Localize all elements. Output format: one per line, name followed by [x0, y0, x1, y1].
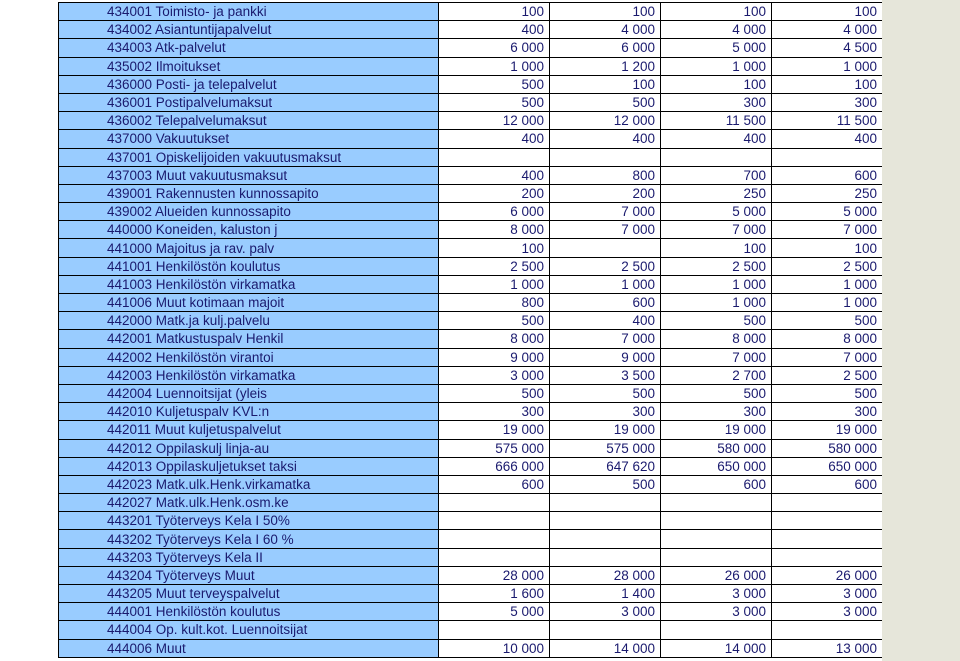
value-cell-col-2[interactable]: 1 200: [550, 57, 661, 75]
value-cell-col-2[interactable]: 2 500: [550, 257, 661, 275]
value-cell-col-2[interactable]: [550, 621, 661, 639]
table-row: [59, 512, 883, 530]
value-cell-col-3[interactable]: 5 000: [661, 39, 772, 57]
left-margin: [0, 0, 58, 661]
value-cell-col-2[interactable]: 9 000: [550, 348, 661, 366]
account-label-cell[interactable]: 441001 Henkilöstön koulutus: [59, 257, 439, 275]
value-cell-col-4[interactable]: 1 000: [772, 275, 883, 293]
value-cell-col-3[interactable]: 100: [661, 75, 772, 93]
table-row: [59, 166, 883, 184]
value-cell-col-4[interactable]: 8 000: [772, 330, 883, 348]
value-cell-col-1[interactable]: 500: [439, 93, 550, 111]
account-label-cell[interactable]: 441003 Henkilöstön virkamatka: [59, 275, 439, 293]
value-cell-col-4[interactable]: 400: [772, 130, 883, 148]
account-label-cell[interactable]: 442002 Henkilöstön virantoi: [59, 348, 439, 366]
value-cell-col-1[interactable]: 8 000: [439, 221, 550, 239]
account-label-cell[interactable]: 442001 Matkustuspalv Henkil: [59, 330, 439, 348]
value-cell-col-4[interactable]: [772, 148, 883, 166]
value-cell-col-3[interactable]: 300: [661, 403, 772, 421]
value-cell-col-1[interactable]: 5 000: [439, 603, 550, 621]
value-cell-col-2[interactable]: 28 000: [550, 566, 661, 584]
value-cell-col-3[interactable]: 580 000: [661, 439, 772, 457]
account-label-cell[interactable]: 434003 Atk-palvelut: [59, 39, 439, 57]
value-cell-col-2[interactable]: 1 400: [550, 585, 661, 603]
account-label-cell[interactable]: 437000 Vakuutukset: [59, 130, 439, 148]
value-cell-col-2[interactable]: 7 000: [550, 221, 661, 239]
value-cell-col-3[interactable]: 11 500: [661, 112, 772, 130]
account-label-cell[interactable]: 442004 Luennoitsijat (yleis: [59, 384, 439, 402]
value-cell-col-1[interactable]: 100: [439, 239, 550, 257]
table-row: [59, 439, 883, 457]
table-row: [59, 566, 883, 584]
value-cell-col-1[interactable]: 9 000: [439, 348, 550, 366]
value-cell-col-3[interactable]: [661, 530, 772, 548]
table-row: [59, 21, 883, 39]
value-cell-col-1[interactable]: 10 000: [439, 639, 550, 657]
value-cell-col-4[interactable]: 650 000: [772, 457, 883, 475]
value-cell-col-1[interactable]: 666 000: [439, 457, 550, 475]
table-row: [59, 548, 883, 566]
value-cell-col-4[interactable]: [772, 494, 883, 512]
value-cell-col-3[interactable]: 3 000: [661, 585, 772, 603]
value-cell-col-3[interactable]: 4 000: [661, 21, 772, 39]
value-cell-col-2[interactable]: 300: [550, 403, 661, 421]
value-cell-col-2[interactable]: [550, 512, 661, 530]
value-cell-col-3[interactable]: 650 000: [661, 457, 772, 475]
value-cell-col-2[interactable]: 800: [550, 166, 661, 184]
value-cell-col-1[interactable]: 575 000: [439, 439, 550, 457]
value-cell-col-3[interactable]: 26 000: [661, 566, 772, 584]
value-cell-col-1[interactable]: [439, 512, 550, 530]
value-cell-col-3[interactable]: 400: [661, 130, 772, 148]
value-cell-col-3[interactable]: 250: [661, 184, 772, 202]
value-cell-col-4[interactable]: [772, 548, 883, 566]
account-label-cell[interactable]: 434001 Toimisto- ja pankki: [59, 3, 439, 21]
value-cell-col-1[interactable]: [439, 548, 550, 566]
value-cell-col-1[interactable]: 12 000: [439, 112, 550, 130]
value-cell-col-4[interactable]: 4 500: [772, 39, 883, 57]
table-row: [59, 239, 883, 257]
value-cell-col-4[interactable]: 3 000: [772, 603, 883, 621]
value-cell-col-1[interactable]: 100: [439, 3, 550, 21]
value-cell-col-2[interactable]: 3 500: [550, 366, 661, 384]
value-cell-col-1[interactable]: [439, 494, 550, 512]
table-row: [59, 93, 883, 111]
account-label-cell[interactable]: 442011 Muut kuljetuspalvelut: [59, 421, 439, 439]
value-cell-col-1[interactable]: [439, 621, 550, 639]
table-row: [59, 57, 883, 75]
value-cell-col-1[interactable]: 400: [439, 130, 550, 148]
value-cell-col-2[interactable]: 500: [550, 384, 661, 402]
value-cell-col-2[interactable]: [550, 494, 661, 512]
value-cell-col-2[interactable]: [550, 548, 661, 566]
value-cell-col-1[interactable]: 300: [439, 403, 550, 421]
value-cell-col-3[interactable]: 7 000: [661, 348, 772, 366]
value-cell-col-3[interactable]: 1 000: [661, 57, 772, 75]
table-row: [59, 348, 883, 366]
table-row: [59, 257, 883, 275]
value-cell-col-2[interactable]: 200: [550, 184, 661, 202]
value-cell-col-4[interactable]: 100: [772, 75, 883, 93]
table-row: [59, 294, 883, 312]
account-label-cell[interactable]: 443204 Työterveys Muut: [59, 566, 439, 584]
account-label-cell[interactable]: 440000 Koneiden, kaluston j: [59, 221, 439, 239]
value-cell-col-2[interactable]: 19 000: [550, 421, 661, 439]
value-cell-col-2[interactable]: 14 000: [550, 639, 661, 657]
value-cell-col-2[interactable]: 1 000: [550, 275, 661, 293]
value-cell-col-2[interactable]: 500: [550, 93, 661, 111]
account-label-cell[interactable]: 441000 Majoitus ja rav. palv: [59, 239, 439, 257]
value-cell-col-4[interactable]: 19 000: [772, 421, 883, 439]
table-row: [59, 39, 883, 57]
account-label-cell[interactable]: 444004 Op. kult.kot. Luennoitsijat: [59, 621, 439, 639]
table-row: [59, 475, 883, 493]
table-row: [59, 203, 883, 221]
table-row: [59, 603, 883, 621]
table-row: [59, 221, 883, 239]
value-cell-col-2[interactable]: 500: [550, 475, 661, 493]
table-row: [59, 421, 883, 439]
value-cell-col-1[interactable]: 6 000: [439, 203, 550, 221]
table-row: [59, 585, 883, 603]
table-row: [59, 75, 883, 93]
account-label-cell[interactable]: 441006 Muut kotimaan majoit: [59, 294, 439, 312]
value-cell-col-2[interactable]: [550, 239, 661, 257]
value-cell-col-3[interactable]: 2 700: [661, 366, 772, 384]
value-cell-col-2[interactable]: 647 620: [550, 457, 661, 475]
table-row: [59, 457, 883, 475]
value-cell-col-3[interactable]: 8 000: [661, 330, 772, 348]
account-label-cell[interactable]: 442027 Matk.ulk.Henk.osm.ke: [59, 494, 439, 512]
value-cell-col-2[interactable]: [550, 148, 661, 166]
account-label-cell[interactable]: 443205 Muut terveyspalvelut: [59, 585, 439, 603]
value-cell-col-4[interactable]: 2 500: [772, 257, 883, 275]
account-label-cell[interactable]: 439002 Alueiden kunnossapito: [59, 203, 439, 221]
value-cell-col-1[interactable]: 600: [439, 475, 550, 493]
budget-table: [58, 2, 883, 658]
value-cell-col-3[interactable]: 1 000: [661, 275, 772, 293]
account-label-cell[interactable]: 439001 Rakennusten kunnossapito: [59, 184, 439, 202]
value-cell-col-1[interactable]: [439, 148, 550, 166]
value-cell-col-3[interactable]: 1 000: [661, 294, 772, 312]
value-cell-col-1[interactable]: 19 000: [439, 421, 550, 439]
table-row: [59, 312, 883, 330]
value-cell-col-2[interactable]: 100: [550, 75, 661, 93]
value-cell-col-3[interactable]: 100: [661, 3, 772, 21]
value-cell-col-4[interactable]: 5 000: [772, 203, 883, 221]
value-cell-col-2[interactable]: 3 000: [550, 603, 661, 621]
account-label-cell[interactable]: 443201 Työterveys Kela I 50%: [59, 512, 439, 530]
value-cell-col-3[interactable]: [661, 494, 772, 512]
account-label-cell[interactable]: 435002 Ilmoitukset: [59, 57, 439, 75]
table-row: [59, 130, 883, 148]
value-cell-col-4[interactable]: [772, 530, 883, 548]
value-cell-col-3[interactable]: [661, 512, 772, 530]
value-cell-col-1[interactable]: 500: [439, 75, 550, 93]
value-cell-col-1[interactable]: 28 000: [439, 566, 550, 584]
value-cell-col-4[interactable]: 11 500: [772, 112, 883, 130]
value-cell-col-2[interactable]: 12 000: [550, 112, 661, 130]
table-row: [59, 366, 883, 384]
value-cell-col-1[interactable]: 400: [439, 166, 550, 184]
value-cell-col-4[interactable]: 300: [772, 93, 883, 111]
table-row: [59, 184, 883, 202]
value-cell-col-4[interactable]: 1 000: [772, 57, 883, 75]
table-row: [59, 621, 883, 639]
account-label-cell[interactable]: 443202 Työterveys Kela I 60 %: [59, 530, 439, 548]
value-cell-col-4[interactable]: 4 000: [772, 21, 883, 39]
value-cell-col-4[interactable]: 600: [772, 475, 883, 493]
account-label-cell[interactable]: 437003 Muut vakuutusmaksut: [59, 166, 439, 184]
value-cell-col-2[interactable]: 7 000: [550, 330, 661, 348]
table-row: [59, 384, 883, 402]
value-cell-col-1[interactable]: 8 000: [439, 330, 550, 348]
value-cell-col-1[interactable]: 500: [439, 312, 550, 330]
value-cell-col-2[interactable]: [550, 530, 661, 548]
value-cell-col-4[interactable]: 250: [772, 184, 883, 202]
value-cell-col-1[interactable]: 500: [439, 384, 550, 402]
value-cell-col-3[interactable]: 100: [661, 239, 772, 257]
value-cell-col-3[interactable]: 500: [661, 384, 772, 402]
value-cell-col-1[interactable]: 1 000: [439, 57, 550, 75]
value-cell-col-4[interactable]: 7 000: [772, 348, 883, 366]
value-cell-col-1[interactable]: 2 500: [439, 257, 550, 275]
table-row: [59, 403, 883, 421]
value-cell-col-2[interactable]: 4 000: [550, 21, 661, 39]
value-cell-col-3[interactable]: [661, 621, 772, 639]
value-cell-col-2[interactable]: 7 000: [550, 203, 661, 221]
table-row: [59, 330, 883, 348]
value-cell-col-3[interactable]: 19 000: [661, 421, 772, 439]
value-cell-col-4[interactable]: 26 000: [772, 566, 883, 584]
account-label-cell[interactable]: 436000 Posti- ja telepalvelut: [59, 75, 439, 93]
account-label-cell[interactable]: 443203 Työterveys Kela II: [59, 548, 439, 566]
value-cell-col-2[interactable]: 400: [550, 312, 661, 330]
value-cell-col-4[interactable]: 13 000: [772, 639, 883, 657]
value-cell-col-3[interactable]: 500: [661, 312, 772, 330]
value-cell-col-2[interactable]: 400: [550, 130, 661, 148]
value-cell-col-2[interactable]: 600: [550, 294, 661, 312]
value-cell-col-4[interactable]: [772, 512, 883, 530]
value-cell-col-4[interactable]: 7 000: [772, 221, 883, 239]
value-cell-col-4[interactable]: 500: [772, 312, 883, 330]
value-cell-col-3[interactable]: 5 000: [661, 203, 772, 221]
table-row: [59, 3, 883, 21]
value-cell-col-3[interactable]: 700: [661, 166, 772, 184]
value-cell-col-4[interactable]: [772, 621, 883, 639]
value-cell-col-4[interactable]: 500: [772, 384, 883, 402]
account-label-cell[interactable]: 437001 Opiskelijoiden vakuutusmaksut: [59, 148, 439, 166]
account-label-cell[interactable]: 442003 Henkilöstön virkamatka: [59, 366, 439, 384]
value-cell-col-1[interactable]: 1 600: [439, 585, 550, 603]
value-cell-col-2[interactable]: 575 000: [550, 439, 661, 457]
value-cell-col-3[interactable]: 3 000: [661, 603, 772, 621]
account-label-cell[interactable]: 442013 Oppilaskuljetukset taksi: [59, 457, 439, 475]
value-cell-col-1[interactable]: 200: [439, 184, 550, 202]
value-cell-col-4[interactable]: 100: [772, 3, 883, 21]
value-cell-col-2[interactable]: 6 000: [550, 39, 661, 57]
table-row: [59, 494, 883, 512]
account-label-cell[interactable]: 442000 Matk.ja kulj.palvelu: [59, 312, 439, 330]
table-row: [59, 148, 883, 166]
budget-table-body: [59, 3, 883, 658]
value-cell-col-1[interactable]: [439, 530, 550, 548]
account-label-cell[interactable]: 444001 Henkilöstön koulutus: [59, 603, 439, 621]
table-row: [59, 112, 883, 130]
value-cell-col-1[interactable]: 400: [439, 21, 550, 39]
table-row: [59, 639, 883, 657]
value-cell-col-3[interactable]: [661, 548, 772, 566]
value-cell-col-3[interactable]: [661, 148, 772, 166]
account-label-cell[interactable]: 442010 Kuljetuspalv KVL:n: [59, 403, 439, 421]
account-label-cell[interactable]: 434002 Asiantuntijapalvelut: [59, 21, 439, 39]
value-cell-col-3[interactable]: 14 000: [661, 639, 772, 657]
value-cell-col-4[interactable]: 100: [772, 239, 883, 257]
value-cell-col-1[interactable]: 6 000: [439, 39, 550, 57]
value-cell-col-3[interactable]: 7 000: [661, 221, 772, 239]
table-row: [59, 275, 883, 293]
value-cell-col-1[interactable]: 800: [439, 294, 550, 312]
value-cell-col-1[interactable]: 3 000: [439, 366, 550, 384]
right-margin: [882, 0, 960, 661]
account-label-cell[interactable]: 436002 Telepalvelumaksut: [59, 112, 439, 130]
value-cell-col-4[interactable]: 580 000: [772, 439, 883, 457]
value-cell-col-4[interactable]: 2 500: [772, 366, 883, 384]
value-cell-col-3[interactable]: 2 500: [661, 257, 772, 275]
table-row: [59, 530, 883, 548]
account-label-cell[interactable]: 436001 Postipalvelumaksut: [59, 93, 439, 111]
value-cell-col-4[interactable]: 600: [772, 166, 883, 184]
account-label-cell[interactable]: 442012 Oppilaskulj linja-au: [59, 439, 439, 457]
value-cell-col-4[interactable]: 3 000: [772, 585, 883, 603]
value-cell-col-2[interactable]: 100: [550, 3, 661, 21]
value-cell-col-3[interactable]: 600: [661, 475, 772, 493]
value-cell-col-3[interactable]: 300: [661, 93, 772, 111]
account-label-cell[interactable]: 442023 Matk.ulk.Henk.virkamatka: [59, 475, 439, 493]
value-cell-col-4[interactable]: 1 000: [772, 294, 883, 312]
value-cell-col-4[interactable]: 300: [772, 403, 883, 421]
account-label-cell[interactable]: 444006 Muut: [59, 639, 439, 657]
value-cell-col-1[interactable]: 1 000: [439, 275, 550, 293]
